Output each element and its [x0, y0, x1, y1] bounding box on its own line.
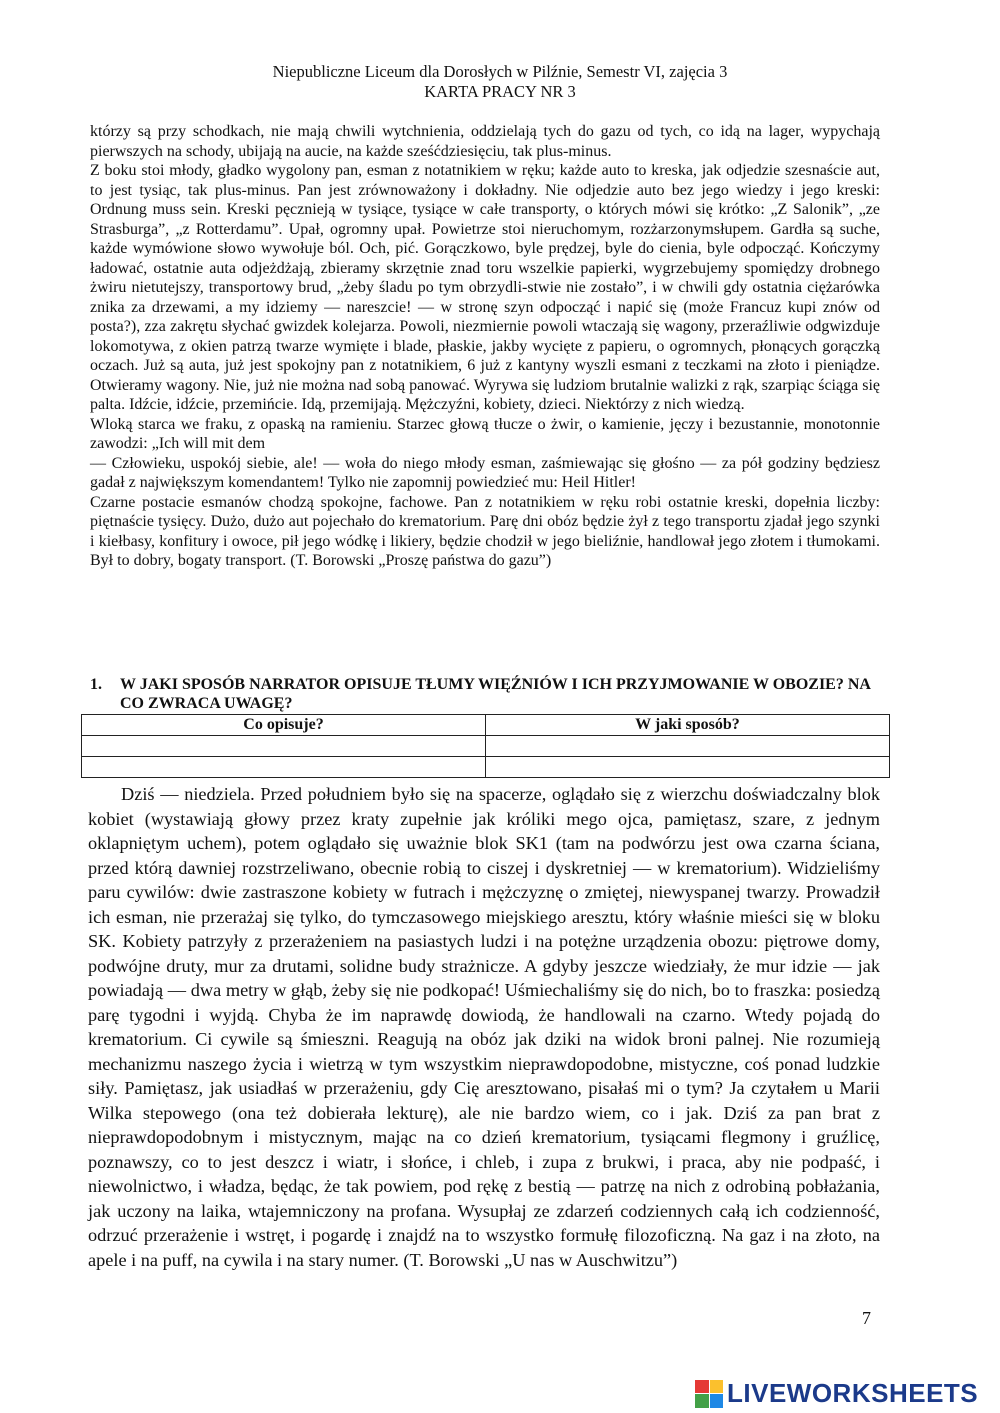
logo-square-green: [695, 1394, 709, 1408]
table-row: [82, 736, 890, 757]
page-header: [0, 62, 1000, 102]
excerpt1-paragraph: — Człowieku, uspokój siebie, ale! — woła do niego młody esman, zaśmiewając się głośno — za pół godziny będziesz gadał z największym komendantem! Tylko nie zapomnij powiedzieć mu: Heil Hitler!: [90, 454, 880, 491]
table-row: [82, 757, 890, 778]
question-text: W JAKI SPOSÓB NARRATOR OPISUJE TŁUMY WIĘŹNIÓW I ICH PRZYJMOWANIE W OBOZIE? NA CO ZWRACA UWAGĘ?: [120, 676, 871, 712]
excerpt2-paragraph: Dziś — niedziela. Przed południem było się na spacerze, oglądało się z wierzchu doświadczalny blok kobiet (wystawiają głowy przez kraty zupełnie jak króliki mego ojca, pamiętasz, szare, z jednym oklapniętym uchem), potem oglądało się uważnie blok SK1 (tam na podwórzu jest owa czarna ściana, przed którą dawniej rozstrzeliwano, obecnie robią to ciszej i dyskretniej — w krematorium). Widzieliśmy paru cywilów: dwie zastraszone kobiety w futrach i mężczyznę o zmiętej, niewyspanej twarzy. Prowadził ich esman, nie przerażaj się tylko, do tymczasowego miejskiego aresztu, który właśnie mieści się w bloku SK. Kobiety patrzyły z przerażeniem na pasiastych ludzi i na potężne urządzenia obozu: piętrowe domy, podwójne druty, mur za drutami, solidne budy strażnicze. A gdyby jeszcze wiedziały, że mur idzie — jak powiadają — dwa metry w głąb, żeby się nie podkopać! Uśmiechaliśmy się do nich, bo to fraszka: posiedzą parę tygodni i wyjdą. Chyba że im naprawdę dowiodą, że handlowali na czarno. Wtedy pojadą do krematorium. Ci cywile są śmieszni. Reagują na obóz jak dziki na widok broni palnej. Nie rozumieją mechanizmu naszego życia i wietrzą w tym wszystkim nieprawdopodobne, mistyczne, coś ponad ludzkie siły. Pamiętasz, jak usiadłaś w przerażeniu, gdy Cię aresztowano, pisałaś mi o tym? Ja czytałem u Marii Wilka stepowego (ona też dobierała lekturę), ale nie bardzo wiem, co i jak. Dziś za pan brat z nieprawdopodobnym i mistycznym, mając na co dzień krematorium, tysiącami flegmony i gruźlicę, poznawszy, co to jest deszcz i wiatr, i słońce, i chleb, i zupa z brukwi, i praca, aby nie podpaść, i niewolnictwo, i władza, będąc, że tak powiem, pod rękę z bestią — patrzę na nich z odrobiną pobłażania, jak uczony na laika, wtajemniczony na profana. Wysupłaj ze zdarzeń codziennych całą ich codzienność, odrzuć przerażenie i wstręt, i pogardę i znajdź na to wszystko formułę filozoficzną. Na gaz i na złoto, na apele i na puff, na cywila i na stary numer. (T. Borowski „U nas w Auschwitzu”): [88, 784, 880, 1270]
answer-cell[interactable]: [486, 757, 890, 778]
answer-cell[interactable]: [82, 736, 486, 757]
worksheet-title: KARTA PRACY NR 3: [424, 82, 576, 101]
answer-table: [81, 714, 890, 778]
logo-square-yellow: [710, 1380, 724, 1394]
excerpt1-paragraph: Wloką starca we fraku, z opaską na ramieniu. Starzec głową tłucze o żwir, o kamienie, jęczy i bezustannie, monotonnie zawodzi: „Ich will mit dem: [90, 415, 880, 452]
question-1: [90, 675, 890, 713]
column-header-how: W jaki sposób?: [486, 715, 890, 736]
logo-grid-icon: [695, 1380, 723, 1408]
excerpt-u-nas-w-auschwitzu: [88, 782, 880, 1272]
page-number: 7: [862, 1308, 871, 1328]
excerpt1-paragraph: Z boku stoi młody, gładko wygolony pan, esman z notatnikiem w ręku; każde auto to kreska, jak odjedzie szesnaście aut, to jest tysiąc, tak plus-minus. Pan jest zrównoważony i dokładny. Nie odjedzie auto bez jego wiedzy i jego kreski: Ordnung muss sein. Kreski pęcznieją w tysiące, tysiące w całe transporty, o których mówi się krótko: „Z Salonik”, „ze Strasburga”, „z Rotterdamu”. Upał, ogromny upał. Powietrze stoi nieruchomym, rozżarzonymsłupem. Gardła są suche, każde wymówione słowo wywołuje ból. Och, pić. Gorączkowo, byle prędzej, byle do cienia, byle odpocząć. Kończymy ładować, ostatnie auta odjeżdżają, zbieramy skrzętnie znad toru wszelkie papierki, wygrzebujemy spomiędzy drobnego żwiru nietutejszy, transportowy brud, „żeby śladu po tym obrzydli-stwie nie zostało”, i w chwili gdy ostatnia ciężarówka znika za drzewami, a my idziemy — nareszcie! — w stronę szyn odpocząć i napić się (może Francuz kupi znów od posta?), zza zakrętu słychać gwizdek kolejarza. Powoli, niezmiernie powoli wtaczają się wagony, przeraźliwie odgwizduje lokomotywa, z okien patrzą twarze wymięte i blade, płaskie, jakby wycięte z papieru, o ogromnych, płonących gorączką oczach. Już są auta, już jest spokojny pan z notatnikiem, 6 już z kantyny wyszli esmani z teczkami na złoto i pieniądze. Otwieramy wagony. Nie, już nie można nad sobą panować. Wyrywa się ludziom brutalnie walizki z rąk, szarpiąc ściąga się palta. Idźcie, idźcie, przemińcie. Idą, przemijają. Mężczyźni, kobiety, dzieci. Niektórzy z nich wiedzą.: [90, 162, 880, 413]
logo-square-blue: [710, 1394, 724, 1408]
logo-square-red: [695, 1380, 709, 1394]
excerpt1-paragraph: Czarne postacie esmanów chodzą spokojne, fachowe. Pan z notatnikiem w ręku robi ostatnie kreski, dopełnia liczby: piętnaście tysięcy. Dużo, dużo aut pojechało do krematorium. Parę dni obóz będzie żył z tego transportu zjadał jego szynki i kiełbasy, konfitury i owoce, pił jego wódkę i likiery, będzie chodził w jego bieliźnie, handlował jego złotem i tłumokami. Był to dobry, bogaty transport. (T. Borowski „Proszę państwa do gazu”): [90, 493, 880, 569]
question-number: 1.: [90, 676, 102, 693]
excerpt-proszę-państwa-do-gazu: [90, 122, 880, 571]
excerpt1-paragraph: którzy są przy schodkach, nie mają chwili wytchnienia, oddzielają tych do gazu od tych, co idą na lager, wypychają pierwszych na schody, ubijają na aucie, na każde sześćdziesięciu, tak plus-minus.: [90, 123, 880, 160]
brand-name: LIVEWORKSHEETS: [727, 1378, 979, 1408]
table-header-row: [82, 715, 890, 736]
column-header-what: Co opisuje?: [82, 715, 486, 736]
school-title: Niepubliczne Liceum dla Dorosłych w Pilźnie, Semestr VI, zajęcia 3: [272, 62, 728, 81]
answer-cell[interactable]: [486, 736, 890, 757]
liveworksheets-logo: [695, 1378, 978, 1409]
answer-cell[interactable]: [82, 757, 486, 778]
